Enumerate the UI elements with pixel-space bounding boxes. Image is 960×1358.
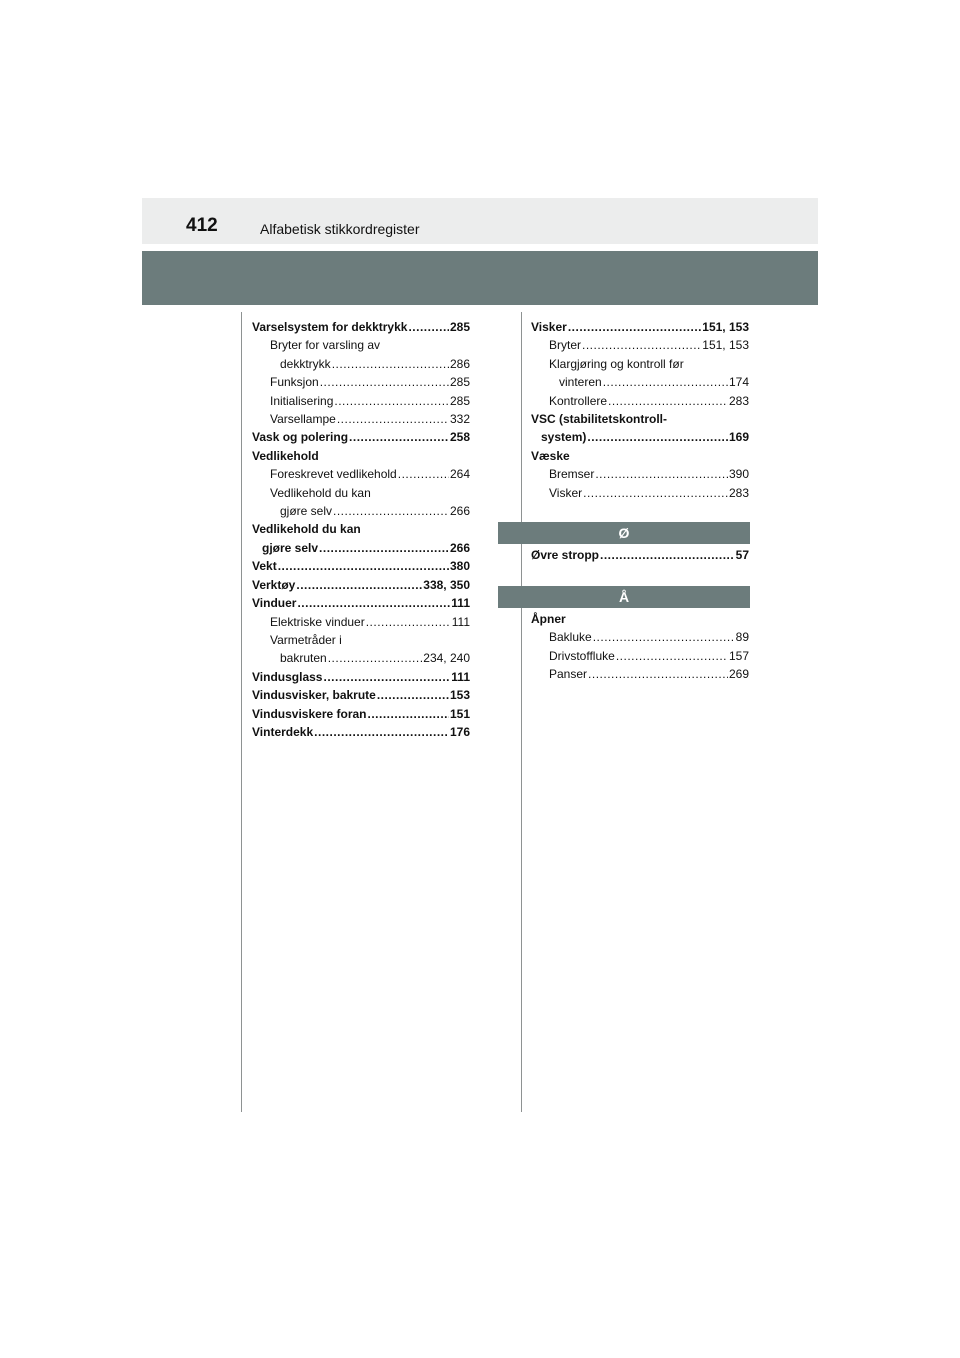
section-header-aa: Å — [498, 586, 750, 608]
index-column-left — [252, 318, 470, 741]
index-subentry: bakruten ..... 234, 240 — [252, 649, 470, 667]
section-oe-entries — [531, 546, 749, 564]
header-bar — [142, 198, 818, 244]
index-entry: Vindusvisker, bakrute ..... 153 — [252, 686, 470, 704]
index-subentry: Panser ..... 269 — [531, 665, 749, 683]
index-subentry: vinteren ..... 174 — [531, 373, 749, 391]
index-subentry: Varsellampe ..... 332 — [252, 410, 470, 428]
index-subentry: Klargjøring og kontroll før — [549, 356, 684, 371]
index-subentry: Varmetråder i — [270, 632, 342, 647]
index-entry: gjøre selv ..... 266 — [252, 539, 470, 557]
page-number: 412 — [186, 215, 218, 236]
index-subentry: Vedlikehold du kan — [270, 485, 371, 500]
index-entry: Vedlikehold — [252, 448, 319, 463]
index-subentry: Elektriske vinduer ..... 111 — [252, 613, 470, 631]
index-entry: Vinterdekk ..... 176 — [252, 723, 470, 741]
page-title: Alfabetisk stikkordregister — [260, 221, 420, 237]
index-subentry: Bakluke ..... 89 — [531, 628, 749, 646]
index-entry: Vekt ..... 380 — [252, 557, 470, 575]
index-column-right — [531, 318, 749, 502]
left-column-divider — [241, 312, 242, 1112]
index-subentry: Visker ..... 283 — [531, 484, 749, 502]
index-entry: Visker ..... 151, 153 — [531, 318, 749, 336]
index-subentry: Bryter ..... 151, 153 — [531, 336, 749, 354]
index-entry: Vask og polering ..... 258 — [252, 428, 470, 446]
index-subentry: Initialisering ..... 285 — [252, 392, 470, 410]
index-subentry: Bremser ..... 390 — [531, 465, 749, 483]
index-entry: Vedlikehold du kan — [252, 522, 361, 537]
index-entry: Øvre stropp ..... 57 — [531, 546, 749, 564]
index-subentry: dekktrykk ..... 286 — [252, 355, 470, 373]
index-subentry: Funksjon ..... 285 — [252, 373, 470, 391]
index-entry: Vindusviskere foran ..... 151 — [252, 705, 470, 723]
index-subentry: Kontrollere ..... 283 — [531, 392, 749, 410]
section-aa-entries — [531, 610, 749, 684]
index-entry: system) ..... 169 — [531, 428, 749, 446]
index-entry: Vindusglass ..... 111 — [252, 668, 470, 686]
index-entry: Verktøy ..... 338, 350 — [252, 576, 470, 594]
right-column-divider — [521, 312, 522, 1112]
index-subentry: gjøre selv ..... 266 — [252, 502, 470, 520]
section-header-oe: Ø — [498, 522, 750, 544]
index-entry: VSC (stabilitetskontroll- — [531, 412, 668, 427]
index-subentry: Drivstoffluke ..... 157 — [531, 647, 749, 665]
header-band — [142, 251, 818, 305]
index-entry: Vinduer ..... 111 — [252, 594, 470, 612]
index-subentry: Bryter for varsling av — [270, 338, 381, 353]
index-entry: Væske — [531, 448, 570, 463]
index-subentry: Foreskrevet vedlikehold ..... 264 — [252, 465, 470, 483]
index-entry: Varselsystem for dekktrykk ..... 285 — [252, 318, 470, 336]
index-entry: Åpner — [531, 612, 566, 626]
